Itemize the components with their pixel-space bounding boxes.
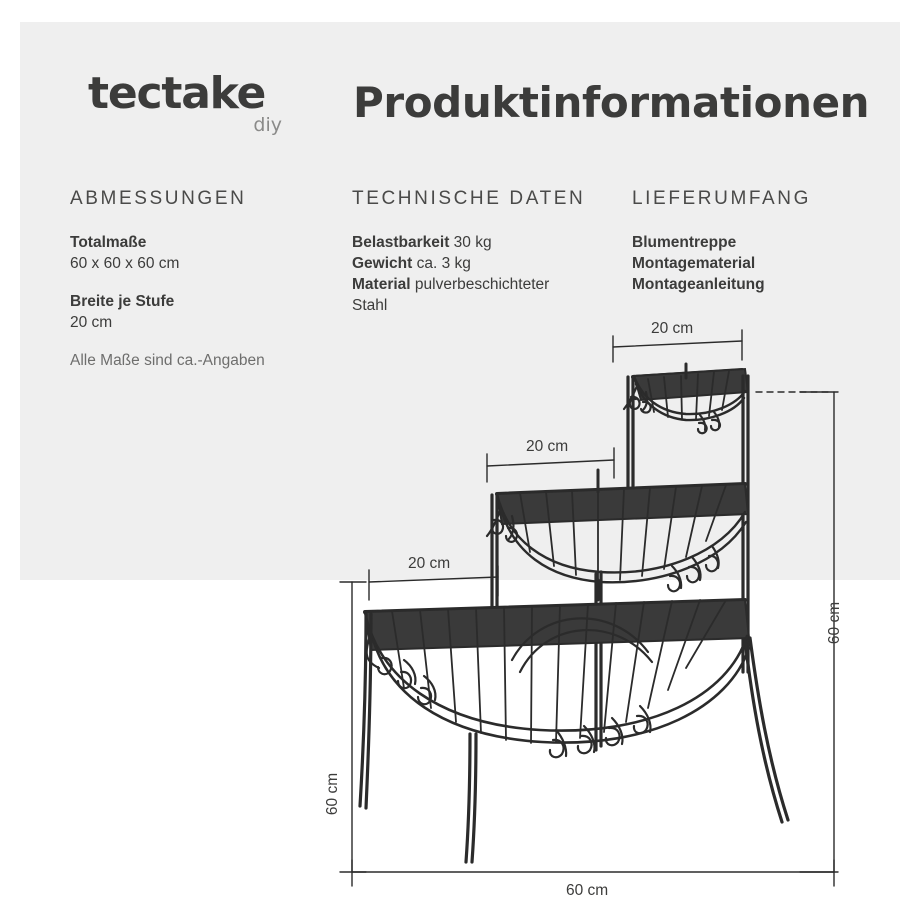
delivery-item: Blumentreppe [632,234,737,251]
brand-logo-name: tectake [88,68,266,119]
step-width-label: Breite je Stufe [70,293,175,310]
total-dimensions-label: Totalmaße [70,234,147,251]
weight-label: Gewicht [352,255,413,272]
page-title: Produktinformationen [353,78,870,127]
material-label: Material [352,276,411,293]
dimension-label-bottom-step: 20 cm [408,555,451,572]
dimension-label-width-bottom: 60 cm [566,882,609,899]
technical-heading: TECHNISCHE DATEN [352,188,586,209]
total-dimensions-value: 60 x 60 x 60 cm [70,255,180,272]
dimensions-note: Alle Maße sind ca.-Angaben [70,352,265,369]
delivery-item: Montagematerial [632,255,756,272]
capacity-label: Belastbarkeit [352,234,450,251]
dimension-label-height-right: 60 cm [826,601,843,645]
capacity-value: 30 kg [453,234,492,251]
brand-logo-tagline: diy [253,114,282,136]
delivery-heading: LIEFERUMFANG [632,188,811,209]
dimension-label-height-left: 60 cm [324,772,341,816]
weight-value: ca. 3 kg [416,255,471,272]
dimensions-heading: ABMESSUNGEN [70,188,247,209]
material-value: pulverbeschichteter [414,276,550,293]
delivery-item: Montageanleitung [632,276,765,293]
dimension-label-top-step: 20 cm [651,320,694,337]
material-value-continued: Stahl [352,297,388,314]
step-width-value: 20 cm [70,314,113,331]
dimension-label-middle-step: 20 cm [526,438,569,455]
